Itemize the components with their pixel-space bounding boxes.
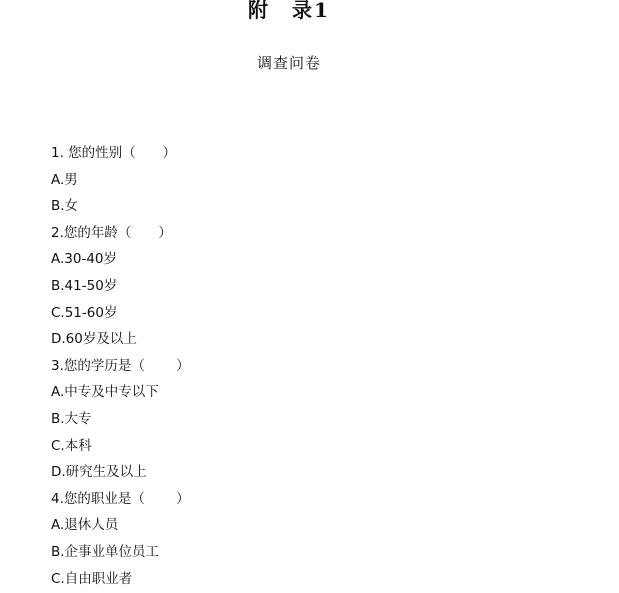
option-line: D.60岁及以上 xyxy=(51,327,190,354)
option-line: A.男 xyxy=(51,168,190,195)
option-line: B.女 xyxy=(51,194,190,221)
option-line: B.大专 xyxy=(51,407,190,434)
option-line: A.退休人员 xyxy=(51,513,190,540)
option-line: B.41-50岁 xyxy=(51,274,190,301)
option-line: C.本科 xyxy=(51,434,190,461)
question-education: 3.您的学历是（ ） xyxy=(51,354,190,381)
question-gender: 1. 您的性别（ ） xyxy=(51,141,190,168)
option-line: A.30-40岁 xyxy=(51,247,190,274)
question-list xyxy=(51,141,190,593)
option-line: D.研究生及以上 xyxy=(51,460,190,487)
option-line: A.中专及中专以下 xyxy=(51,380,190,407)
appendix-title: 附 录1 xyxy=(0,0,578,23)
option-line: C.51-60岁 xyxy=(51,301,190,328)
survey-title: 调查问卷 xyxy=(0,52,578,73)
option-line: C.自由职业者 xyxy=(51,567,190,593)
option-line: B.企事业单位员工 xyxy=(51,540,190,567)
question-occupation: 4.您的职业是（ ） xyxy=(51,487,190,514)
question-age: 2.您的年龄（ ） xyxy=(51,221,190,248)
